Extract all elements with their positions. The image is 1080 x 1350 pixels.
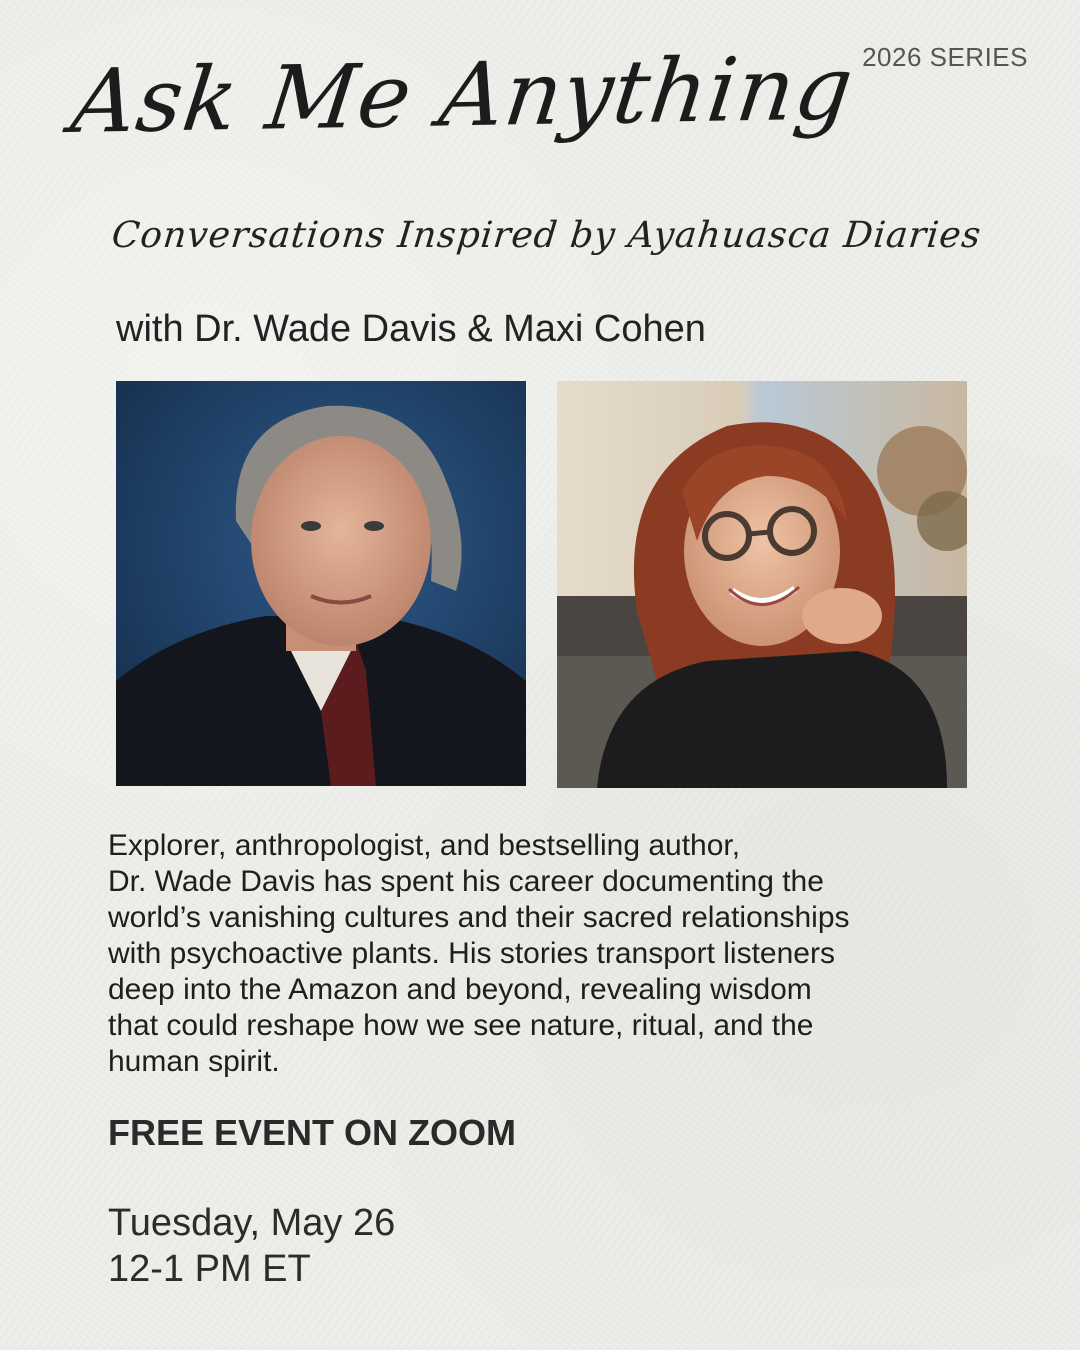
- page-title: Ask Me Anything: [66, 36, 860, 153]
- man-portrait-illustration: [116, 381, 526, 786]
- free-event-label: FREE EVENT ON ZOOM: [108, 1112, 517, 1153]
- woman-portrait-illustration: [557, 381, 967, 788]
- bio-line: deep into the Amazon and beyond, revealing wisdom: [108, 973, 812, 1006]
- bio-line: human spirit.: [108, 1045, 280, 1078]
- hosts-line: with Dr. Wade Davis & Maxi Cohen: [116, 308, 706, 350]
- page-subtitle: Conversations Inspired by Ayahuasca Diaries: [109, 215, 984, 256]
- bio-line: Dr. Wade Davis has spent his career documenting the: [108, 865, 824, 898]
- bio-paragraph: [108, 828, 1008, 1080]
- maxi-cohen-photo: [557, 381, 967, 788]
- event-time: 12-1 PM ET: [108, 1248, 311, 1290]
- bio-line: Explorer, anthropologist, and bestselling author,: [108, 829, 741, 862]
- event-datetime: [108, 1200, 395, 1292]
- series-label: 2026 SERIES: [862, 42, 1028, 72]
- bio-line: world’s vanishing cultures and their sacred relationships: [108, 901, 850, 934]
- event-date: Tuesday, May 26: [108, 1202, 396, 1244]
- bio-line: that could reshape how we see nature, ritual, and the: [108, 1009, 814, 1042]
- wade-davis-photo: [116, 381, 526, 786]
- bio-line: with psychoactive plants. His stories transport listeners: [108, 937, 835, 970]
